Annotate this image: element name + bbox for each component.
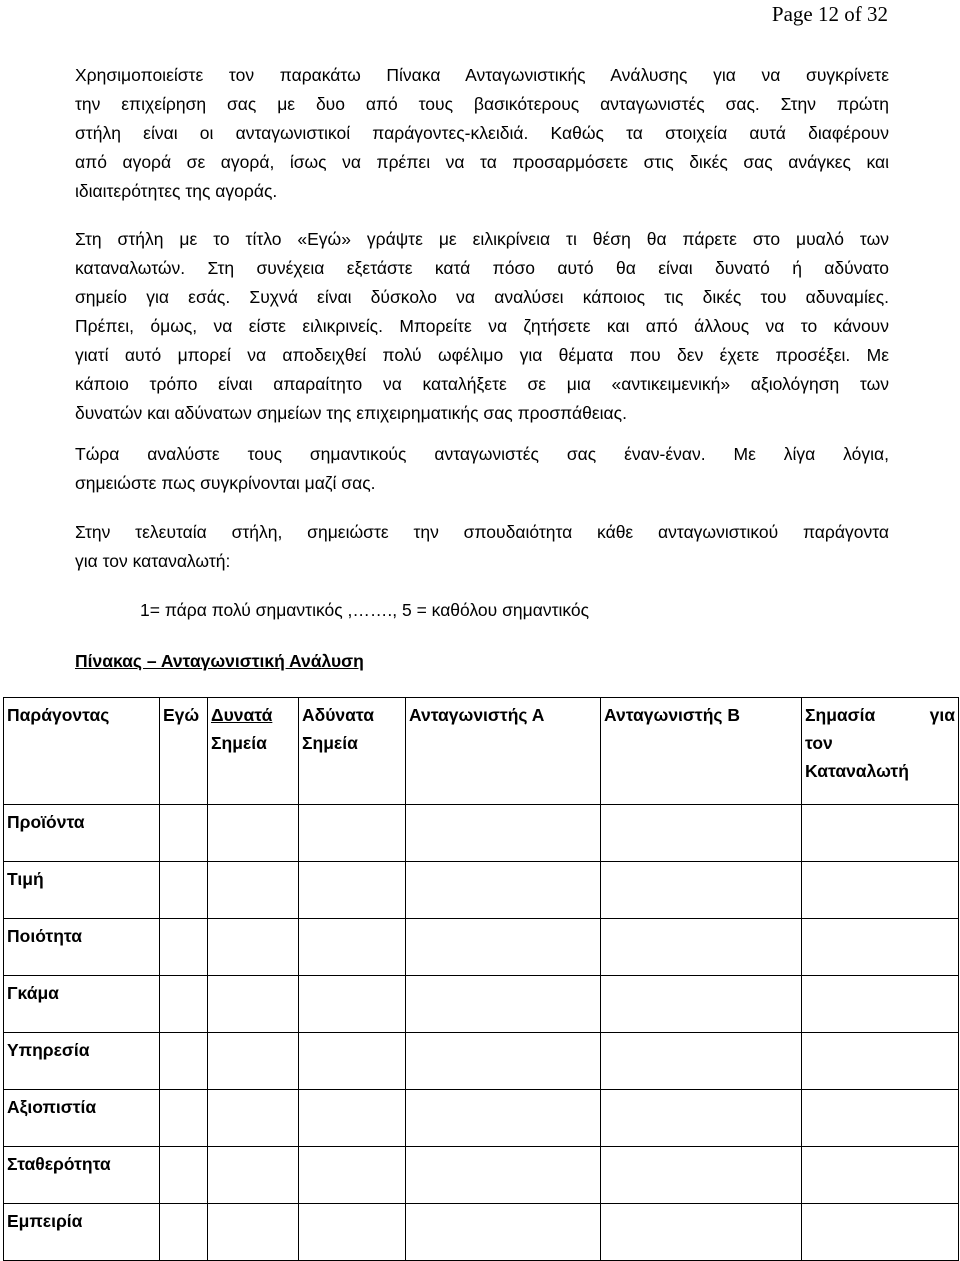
cell-competitor-b[interactable]	[601, 1090, 802, 1147]
cell-importance[interactable]	[802, 1147, 959, 1204]
text-line: Χρησιμοποιείστε τον παρακάτω Πίνακα Ανταγωνιστικής Ανάλυσης για να συγκρίνετε	[75, 65, 889, 85]
cell-strengths[interactable]	[208, 919, 299, 976]
header-weaknesses: Αδύνατα Σημεία	[299, 698, 406, 805]
cell-me[interactable]	[160, 862, 208, 919]
cell-importance[interactable]	[802, 1033, 959, 1090]
cell-importance[interactable]	[802, 1204, 959, 1261]
cell-competitor-a[interactable]	[406, 1090, 601, 1147]
cell-competitor-b[interactable]	[601, 1204, 802, 1261]
header-competitor-b: Ανταγωνιστής Β	[601, 698, 802, 805]
cell-weaknesses[interactable]	[299, 1204, 406, 1261]
cell-me[interactable]	[160, 1033, 208, 1090]
text-line: σημείο για εσάς. Συχνά είναι δύσκολο να αναλύσει κάποιος τις δικές του αδυναμίες.	[75, 287, 889, 307]
cell-strengths[interactable]	[208, 805, 299, 862]
row-label: Αξιοπιστία	[4, 1090, 160, 1147]
cell-me[interactable]	[160, 919, 208, 976]
text-line: για τον καταναλωτή:	[75, 551, 231, 571]
cell-weaknesses[interactable]	[299, 1090, 406, 1147]
cell-competitor-a[interactable]	[406, 1204, 601, 1261]
cell-strengths[interactable]	[208, 1147, 299, 1204]
row-label: Τιμή	[4, 862, 160, 919]
table-title	[75, 647, 364, 676]
row-label: Προϊόντα	[4, 805, 160, 862]
cell-competitor-b[interactable]	[601, 1033, 802, 1090]
text-line: ιδιαιτερότητες της αγοράς.	[75, 181, 278, 201]
row-label: Εμπειρία	[4, 1204, 160, 1261]
text-line: από αγορά σε αγορά, ίσως να πρέπει να τα προσαρμόσετε στις δικές σας ανάγκες και	[75, 152, 889, 172]
cell-me[interactable]	[160, 976, 208, 1033]
cell-strengths[interactable]	[208, 1204, 299, 1261]
table-row	[4, 1204, 959, 1261]
cell-competitor-a[interactable]	[406, 919, 601, 976]
table-row	[4, 919, 959, 976]
instructions-paragraph	[75, 225, 889, 428]
text-line: γιατί αυτό μπορεί να αποδειχθεί πολύ ωφέλιμο για θέματα που δεν έχετε προσέξει. Με	[75, 345, 889, 365]
cell-competitor-a[interactable]	[406, 805, 601, 862]
cell-weaknesses[interactable]	[299, 805, 406, 862]
table-header-row	[4, 698, 959, 805]
text-line: Πρέπει, όμως, να είστε ειλικρινείς. Μπορείτε να ζητήσετε και από άλλους να το κάνουν	[75, 316, 889, 336]
cell-competitor-a[interactable]	[406, 1033, 601, 1090]
cell-strengths[interactable]	[208, 1090, 299, 1147]
page-number: Page 12 of 32	[771, 2, 888, 26]
text-line: Στην τελευταία στήλη, σημειώστε την σπουδαιότητα κάθε ανταγωνιστικού παράγοντα	[75, 522, 889, 542]
text-line: καταναλωτών. Στη συνέχεια εξετάστε κατά πόσο αυτό θα είναι δυνατό ή αδύνατο	[75, 258, 889, 278]
table-row	[4, 805, 959, 862]
cell-strengths[interactable]	[208, 976, 299, 1033]
cell-weaknesses[interactable]	[299, 976, 406, 1033]
cell-competitor-a[interactable]	[406, 862, 601, 919]
cell-me[interactable]	[160, 805, 208, 862]
cell-weaknesses[interactable]	[299, 1033, 406, 1090]
cell-competitor-b[interactable]	[601, 976, 802, 1033]
cell-competitor-b[interactable]	[601, 919, 802, 976]
text-line: την επιχείρηση σας με δυο από τους βασικότερους ανταγωνιστές σας. Στην πρώτη	[75, 94, 889, 114]
text-line: κάποιο τρόπο είναι απαραίτητο να καταλήξετε σε μια «αντικειμενική» αξιολόγηση των	[75, 374, 889, 394]
importance-scale: 1= πάρα πολύ σημαντικός ,……., 5 = καθόλου σημαντικός	[140, 600, 590, 620]
intro-paragraph	[75, 61, 889, 206]
header-competitor-a: Ανταγωνιστής Α	[406, 698, 601, 805]
cell-me[interactable]	[160, 1147, 208, 1204]
table-row	[4, 862, 959, 919]
cell-importance[interactable]	[802, 1090, 959, 1147]
cell-me[interactable]	[160, 1090, 208, 1147]
cell-competitor-b[interactable]	[601, 805, 802, 862]
header-importance: Σημασία για τον Καταναλωτή	[802, 698, 959, 805]
row-label: Γκάμα	[4, 976, 160, 1033]
table-title-text: Πίνακας – Ανταγωνιστική Ανάλυση	[75, 651, 364, 671]
header-strengths: Δυνατά Σημεία	[208, 698, 299, 805]
header-me: Εγώ	[160, 698, 208, 805]
table-row	[4, 1090, 959, 1147]
cell-weaknesses[interactable]	[299, 1147, 406, 1204]
cell-competitor-a[interactable]	[406, 976, 601, 1033]
header-factor: Παράγοντας	[4, 698, 160, 805]
cell-competitor-a[interactable]	[406, 1147, 601, 1204]
cell-weaknesses[interactable]	[299, 919, 406, 976]
cell-competitor-b[interactable]	[601, 862, 802, 919]
text-line: στήλη είναι οι ανταγωνιστικοί παράγοντες-κλειδιά. Καθώς τα στοιχεία αυτά διαφέρουν	[75, 123, 889, 143]
table-row	[4, 1147, 959, 1204]
cell-importance[interactable]	[802, 805, 959, 862]
text-line: σημειώστε πως συγκρίνονται μαζί σας.	[75, 473, 376, 493]
cell-importance[interactable]	[802, 919, 959, 976]
row-label: Ποιότητα	[4, 919, 160, 976]
cell-importance[interactable]	[802, 862, 959, 919]
competitors-paragraph	[75, 440, 889, 498]
row-label: Υπηρεσία	[4, 1033, 160, 1090]
table-row	[4, 1033, 959, 1090]
cell-importance[interactable]	[802, 976, 959, 1033]
cell-competitor-b[interactable]	[601, 1147, 802, 1204]
table-row	[4, 976, 959, 1033]
text-line: Τώρα αναλύστε τους σημαντικούς ανταγωνιστές σας έναν-έναν. Με λίγα λόγια,	[75, 444, 889, 464]
competitive-analysis-table	[3, 697, 959, 1261]
importance-paragraph	[75, 518, 889, 576]
cell-me[interactable]	[160, 1204, 208, 1261]
text-line: δυνατών και αδύνατων σημείων της επιχειρηματικής σας προσπάθειας.	[75, 403, 627, 423]
cell-strengths[interactable]	[208, 1033, 299, 1090]
row-label: Σταθερότητα	[4, 1147, 160, 1204]
cell-strengths[interactable]	[208, 862, 299, 919]
cell-weaknesses[interactable]	[299, 862, 406, 919]
text-line: Στη στήλη με το τίτλο «Εγώ» γράψτε με ειλικρίνεια τι θέση θα πάρετε στο μυαλό των	[75, 229, 889, 249]
